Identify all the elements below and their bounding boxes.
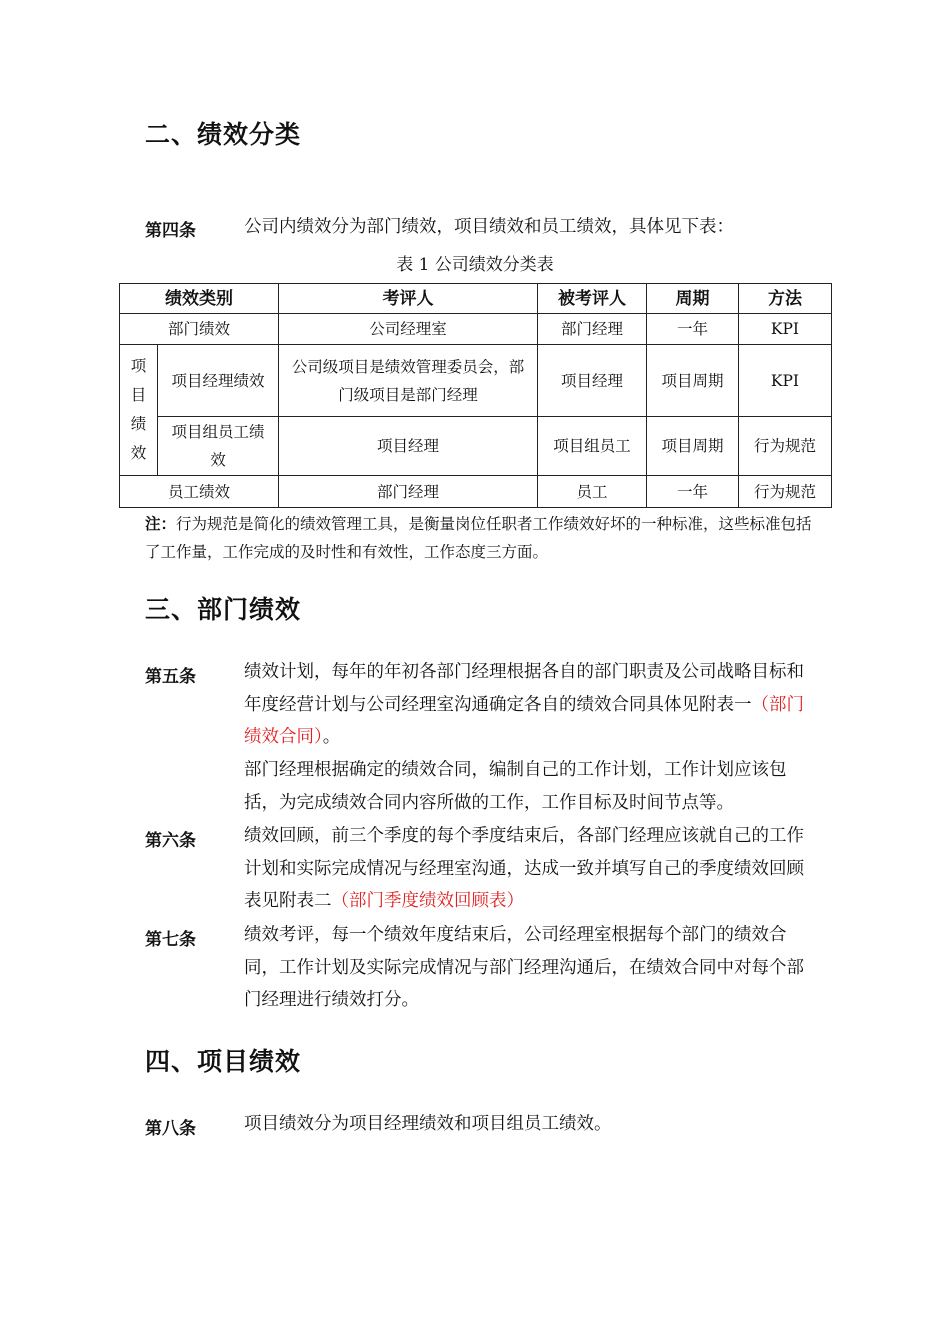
- table-row: [120, 417, 832, 476]
- header-period: 周期: [647, 284, 739, 314]
- cell-method: KPI: [739, 345, 832, 417]
- article-5-punct: 。: [322, 727, 341, 747]
- header-evaluator: 考评人: [279, 284, 538, 314]
- cell-category: 员工绩效: [120, 476, 279, 508]
- cell-evaluatee: 项目组员工: [538, 417, 647, 476]
- cell-evaluator: 部门经理: [279, 476, 538, 508]
- article-6-link-quarterly-review: （部门季度绩效回顾表）: [331, 891, 524, 911]
- cell-method: KPI: [739, 314, 832, 345]
- article-6-text: [244, 820, 814, 918]
- cell-evaluatee: 项目经理: [538, 345, 647, 417]
- performance-classification-table: [119, 283, 832, 508]
- article-6-body: 绩效回顾，前三个季度的每个季度结束后，各部门经理应该就自己的工作计划和实际完成情况与经理室沟通，达成一致并填写自己的季度绩效回顾表见附表二: [244, 826, 804, 911]
- cell-project-group: [120, 345, 158, 476]
- cell-category: 项目经理绩效: [158, 345, 279, 417]
- section-title-department: 三、部门绩效: [145, 595, 302, 624]
- cell-evaluator: 项目经理: [279, 417, 538, 476]
- table-caption: 表 1 公司绩效分类表: [396, 255, 554, 275]
- article-5-paragraph-2: 部门经理根据确定的绩效合同，编制自己的工作计划，工作计划应该包括，为完成绩效合同内容所做的工作，工作目标及时间节点等。: [244, 760, 787, 813]
- article-5-label: 第五条: [145, 667, 196, 687]
- cell-period: 一年: [647, 476, 739, 508]
- cell-evaluator: 公司级项目是绩效管理委员会，部门级项目是部门经理: [279, 345, 538, 417]
- article-5-paragraph-1: 绩效计划，每年的年初各部门经理根据各自的部门职责及公司战略目标和年度经营计划与公司经理室沟通确定各自的绩效合同具体见附表一: [244, 662, 804, 715]
- article-8-text: 项目绩效分为项目经理绩效和项目组员工绩效。: [244, 1114, 612, 1134]
- section-title-classification: 二、绩效分类: [145, 120, 302, 149]
- cell-evaluatee: 员工: [538, 476, 647, 508]
- article-5-link-department-contract: （部门绩效合同）: [244, 694, 804, 747]
- cell-period: 项目周期: [647, 417, 739, 476]
- cell-method: 行为规范: [739, 417, 832, 476]
- note-text: 行为规范是简化的绩效管理工具，是衡量岗位任职者工作绩效好坏的一种标准，这些标准包括了工作量，工作完成的及时性和有效性，工作态度三方面。: [145, 515, 812, 561]
- table-row: [120, 476, 832, 508]
- header-method: 方法: [739, 284, 832, 314]
- article-4-text: 公司内绩效分为部门绩效，项目绩效和员工绩效，具体见下表：: [244, 217, 734, 237]
- article-6-label: 第六条: [145, 831, 196, 851]
- cell-category: 项目组员工绩效: [158, 417, 279, 476]
- header-category: 绩效类别: [120, 284, 279, 314]
- header-evaluatee: 被考评人: [538, 284, 647, 314]
- note-label: 注：: [145, 515, 177, 533]
- cell-evaluatee: 部门经理: [538, 314, 647, 345]
- article-7-label: 第七条: [145, 930, 196, 950]
- project-group-label: 项目绩效: [130, 357, 147, 462]
- article-8-label: 第八条: [145, 1119, 196, 1139]
- article-7-text: 绩效考评，每一个绩效年度结束后，公司经理室根据每个部门的绩效合同，工作计划及实际完成情况与部门经理沟通后，在绩效合同中对每个部门经理进行绩效打分。: [244, 925, 804, 1010]
- table-note: [145, 510, 817, 566]
- cell-evaluator: 公司经理室: [279, 314, 538, 345]
- cell-period: 项目周期: [647, 345, 739, 417]
- table-row: [120, 314, 832, 345]
- cell-period: 一年: [647, 314, 739, 345]
- article-5-text: [244, 656, 814, 754]
- section-title-project: 四、项目绩效: [145, 1047, 302, 1076]
- cell-category: 部门绩效: [120, 314, 279, 345]
- cell-method: 行为规范: [739, 476, 832, 508]
- table-header-row: [120, 284, 832, 314]
- article-4-label: 第四条: [145, 221, 196, 241]
- table-row: [120, 345, 832, 417]
